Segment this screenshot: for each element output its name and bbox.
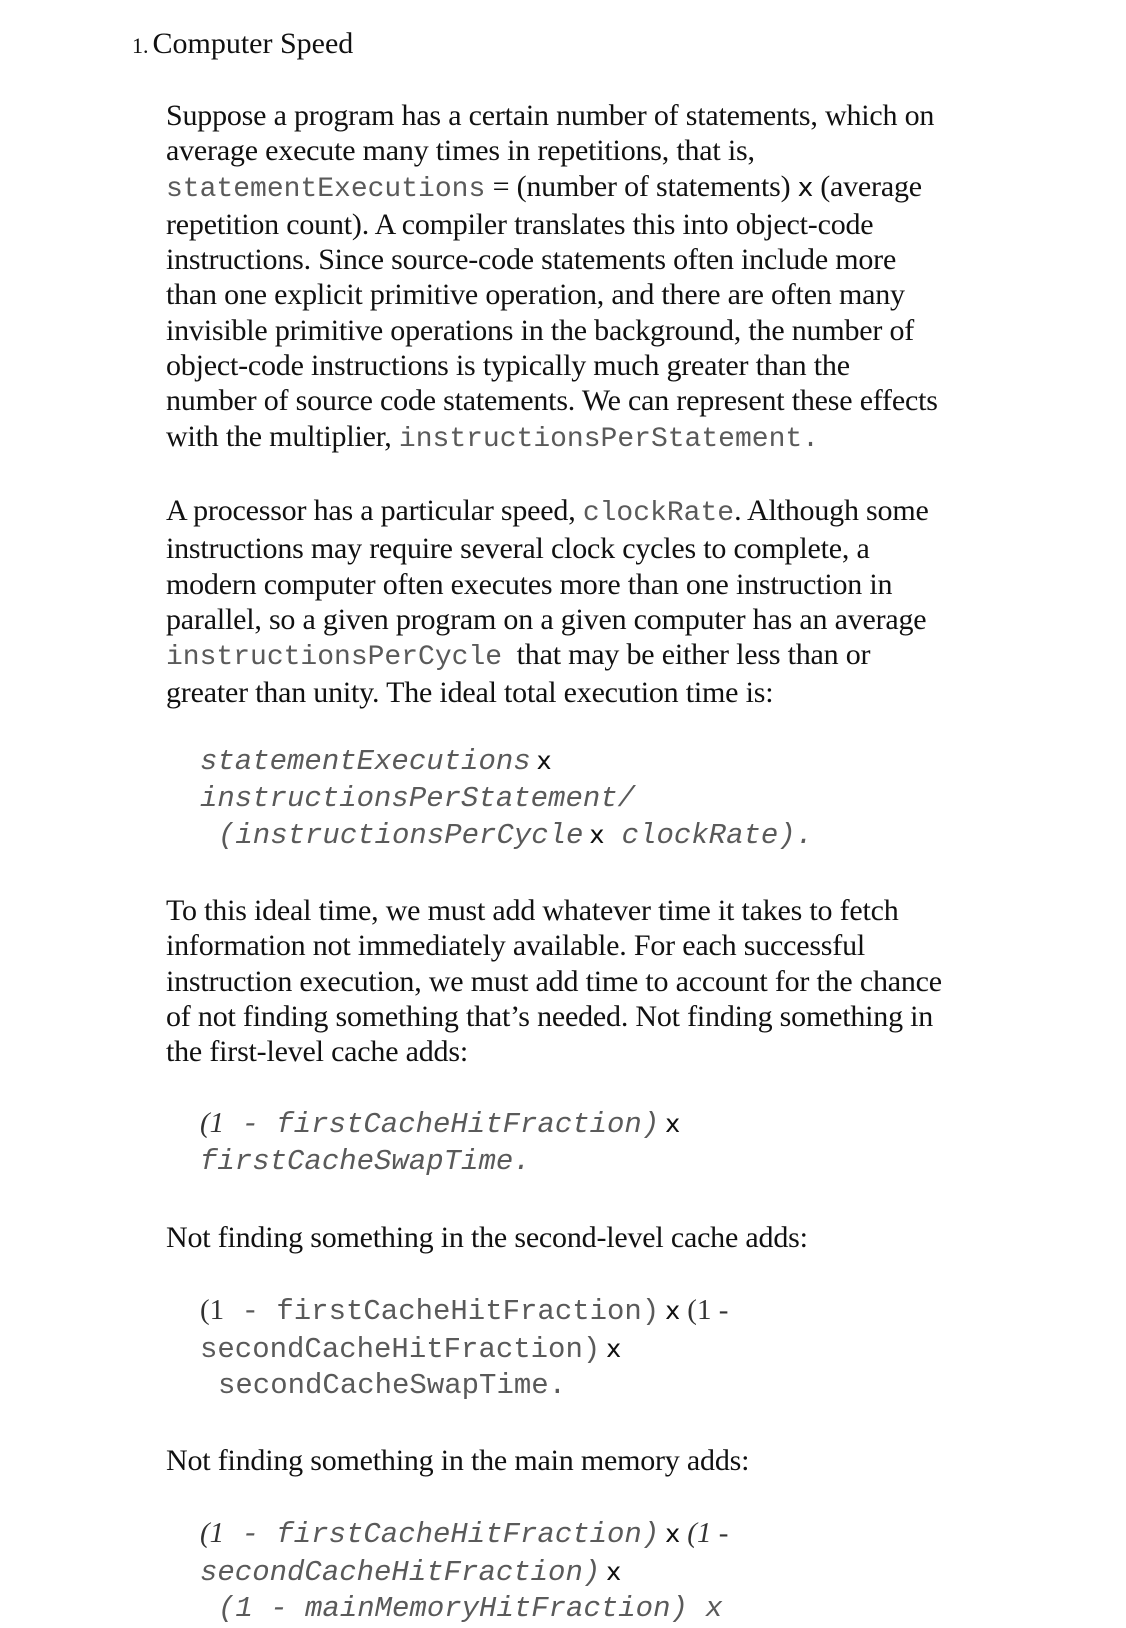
formula-line: (1 - mainMemoryHitFraction) x [218, 1592, 723, 1625]
formula-first-cache [200, 1105, 680, 1180]
formula-line: firstCacheSwapTime. [200, 1144, 531, 1178]
text-line: the first-level cache adds: [166, 1035, 468, 1069]
section-title: Computer Speed [152, 27, 354, 60]
text-line: instruction execution, we must add time to account for the chance [166, 964, 942, 998]
formula-line [200, 1292, 728, 1331]
text-line: number of source code statements. We can represent these effects [166, 384, 938, 418]
text-line [166, 419, 996, 457]
formula-term: (1 [200, 1107, 225, 1139]
formula-term: (1 [200, 1294, 225, 1326]
text-fragment: (average [812, 169, 922, 203]
section-number: 1. [132, 33, 149, 58]
multiply-symbol: x [606, 1333, 622, 1363]
text-line: information not immediately available. For each successful [166, 929, 866, 963]
text-line: than one explicit primitive operation, and there are often many [166, 278, 905, 312]
formula-line: instructionsPerStatement/ [200, 781, 636, 815]
multiply-symbol: x [606, 1556, 622, 1586]
formula-term: (1 - [680, 1517, 729, 1549]
formula-line [200, 1105, 680, 1144]
paragraph-statement-executions [166, 98, 996, 457]
formula-main-memory [200, 1515, 728, 1628]
formula-term: - firstCacheHitFraction) [224, 1295, 660, 1328]
formula-term: (1 [200, 1517, 225, 1549]
paragraph-second-cache [166, 1220, 996, 1255]
section-heading [132, 24, 353, 66]
text-line: Not finding something in the main memory adds: [166, 1444, 750, 1477]
formula-line [200, 1515, 728, 1554]
multiply-symbol: x [797, 172, 813, 203]
formula-term: - firstCacheHitFraction) [224, 1108, 660, 1141]
formula-term: (1 - [680, 1294, 729, 1326]
text-line: Suppose a program has a certain number of statements, which on [166, 99, 935, 132]
formula-second-cache [200, 1292, 728, 1405]
text-line: of not finding something that’s needed. Not finding something in [166, 999, 934, 1033]
text-line: invisible primitive operations in the background, the number of [166, 313, 915, 347]
multiply-symbol: x [665, 1519, 681, 1548]
code-instructions-per-statement: instructionsPerStatement [398, 423, 803, 455]
text-line: modern computer often executes more than one instruction in [166, 567, 893, 601]
text-line [166, 493, 996, 531]
text-fragment: A processor has a particular speed, [166, 494, 583, 527]
formula-line: secondCacheSwapTime. [218, 1369, 567, 1402]
formula-line [200, 1554, 728, 1592]
formula-line [200, 743, 813, 781]
formula-term: secondCacheHitFraction) [200, 1555, 601, 1589]
text-line: greater than unity. The ideal total execution time is: [166, 676, 774, 710]
formula-term: - firstCacheHitFraction) [224, 1518, 660, 1551]
code-clock-rate: clockRate [582, 498, 735, 529]
text-fragment: with the multiplier, [166, 419, 399, 453]
text-fragment: . Although some [734, 494, 929, 527]
text-line: Not finding something in the second-level cache adds: [166, 1221, 808, 1254]
text-line: repetition count). A compiler translates this into object-code [166, 207, 874, 241]
paragraph-clock-rate [166, 493, 996, 711]
text-line: parallel, so a given program on a given computer has an average [166, 602, 927, 636]
multiply-symbol: x [665, 1296, 681, 1325]
text-line [166, 169, 996, 207]
code-statement-executions: statementExecutions [166, 173, 486, 205]
text-line: To this ideal time, we must add whatever time it takes to fetch [166, 894, 899, 927]
text-fragment: = (number of statements) [485, 169, 798, 203]
text-fragment: that may be either less than or [502, 638, 871, 672]
text-line: average execute many times in repetitions, that is, [166, 134, 755, 168]
formula-term: (instructionsPerCycle [218, 819, 584, 852]
paragraph-main-memory [166, 1443, 996, 1478]
formula-line [200, 1331, 728, 1369]
multiply-symbol: x [665, 1109, 681, 1138]
text-line: instructions may require several clock cycles to complete, a [166, 532, 870, 566]
text-line: instructions. Since source-code statements often include more [166, 243, 897, 277]
code-instructions-per-cycle: instructionsPerCycle [166, 642, 503, 674]
text-line: object-code instructions is typically much greater than the [166, 349, 850, 383]
multiply-symbol: x [589, 820, 605, 849]
formula-term: statementExecutions [200, 745, 531, 778]
paragraph-cache-miss [166, 893, 996, 1069]
formula-term: clockRate). [604, 819, 814, 852]
formula-line [200, 817, 813, 855]
formula-ideal-time [200, 743, 813, 855]
multiply-symbol: x [536, 746, 552, 775]
text-fragment: . [802, 423, 819, 455]
formula-term: secondCacheHitFraction) [200, 1332, 601, 1366]
text-line [166, 637, 996, 675]
